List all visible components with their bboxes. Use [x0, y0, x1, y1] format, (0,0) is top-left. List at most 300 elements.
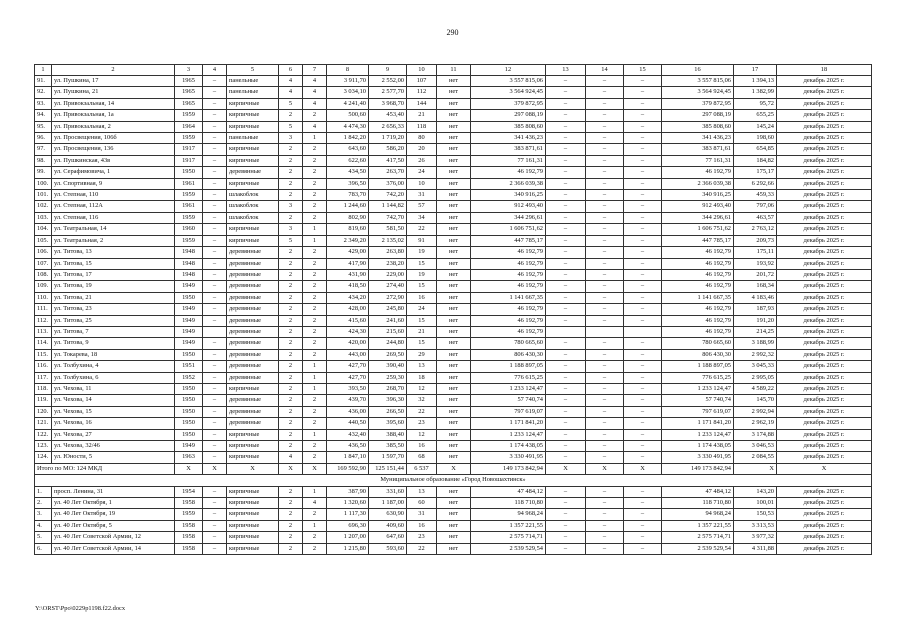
table-cell: 46 192,79: [662, 281, 734, 292]
table-cell: 696,30: [327, 520, 369, 531]
table-cell: 1959: [175, 133, 203, 144]
table-cell: –: [586, 532, 624, 543]
table-cell: ул. Пушкина, 21: [52, 87, 175, 98]
table-cell: 47 484,12: [662, 486, 734, 497]
table-cell: 1960: [175, 224, 203, 235]
table-cell: –: [546, 269, 586, 280]
table-cell: 3 977,32: [734, 532, 777, 543]
table-cell: 2: [303, 201, 327, 212]
table-cell: 2: [303, 509, 327, 520]
table-cell: 2: [279, 315, 303, 326]
table-cell: 46 192,79: [471, 315, 546, 326]
table-cell: –: [624, 98, 662, 109]
table-cell: –: [624, 281, 662, 292]
footer-path: Y:\ORST\Ppo\0229p1198.f22.docx: [35, 605, 126, 612]
table-cell: 46 192,79: [662, 304, 734, 315]
table-cell: 187,93: [734, 304, 777, 315]
table-cell: 439,70: [327, 395, 369, 406]
table-cell: 447 785,17: [662, 235, 734, 246]
table-cell: 19: [407, 247, 437, 258]
table-cell: 2 084,55: [734, 452, 777, 463]
table-cell: 46 192,79: [662, 269, 734, 280]
table-cell: нет: [437, 372, 471, 383]
table-cell: –: [203, 509, 227, 520]
table-cell: –: [624, 110, 662, 121]
table-cell: –: [586, 520, 624, 531]
table-row: [35, 532, 872, 543]
page-number: 290: [446, 28, 459, 37]
table-cell: ул. Титова, 25: [52, 315, 175, 326]
table-cell: 4 589,22: [734, 383, 777, 394]
table-cell: 4: [303, 498, 327, 509]
table-cell: 2 539 529,54: [662, 543, 734, 554]
table-cell: –: [586, 247, 624, 258]
table-cell: нет: [437, 201, 471, 212]
table-cell: –: [624, 452, 662, 463]
table-cell: 1959: [175, 110, 203, 121]
table-cell: декабрь 2025 г.: [777, 441, 872, 452]
table-cell: –: [203, 110, 227, 121]
total-cell: X: [279, 463, 303, 474]
table-cell: декабрь 2025 г.: [777, 224, 872, 235]
table-cell: –: [624, 144, 662, 155]
table-cell: 802,90: [327, 212, 369, 223]
table-cell: нет: [437, 406, 471, 417]
table-cell: нет: [437, 429, 471, 440]
table-cell: 1958: [175, 532, 203, 543]
table-cell: –: [203, 247, 227, 258]
table-cell: 2: [279, 326, 303, 337]
table-cell: –: [624, 395, 662, 406]
table-cell: 46 192,79: [662, 258, 734, 269]
section-title-row: [35, 475, 872, 486]
table-cell: нет: [437, 543, 471, 554]
table-cell: –: [624, 155, 662, 166]
table-cell: 1 719,20: [369, 133, 407, 144]
table-cell: 3 564 924,45: [662, 87, 734, 98]
table-cell: –: [546, 315, 586, 326]
table-cell: 4: [303, 98, 327, 109]
table-cell: ул. Чехова, 32/46: [52, 441, 175, 452]
total-cell: X: [624, 463, 662, 474]
table-cell: –: [203, 133, 227, 144]
table-cell: 238,20: [369, 258, 407, 269]
table-cell: 100,01: [734, 498, 777, 509]
table-cell: 5.: [35, 532, 52, 543]
table-cell: нет: [437, 235, 471, 246]
table-cell: 2: [279, 406, 303, 417]
table-row: [35, 247, 872, 258]
table-cell: кирпичные: [227, 155, 279, 166]
table-cell: декабрь 2025 г.: [777, 258, 872, 269]
table-cell: –: [203, 395, 227, 406]
table-cell: 94.: [35, 110, 52, 121]
table-cell: 118.: [35, 383, 52, 394]
table-cell: декабрь 2025 г.: [777, 498, 872, 509]
table-cell: 46 192,79: [662, 167, 734, 178]
table-cell: декабрь 2025 г.: [777, 315, 872, 326]
table-cell: деревянные: [227, 372, 279, 383]
table-cell: кирпичные: [227, 498, 279, 509]
table-cell: 1 847,10: [327, 452, 369, 463]
table-cell: 2: [303, 543, 327, 554]
table-cell: 2: [303, 395, 327, 406]
table-cell: нет: [437, 383, 471, 394]
total-cell: 149 173 842,94: [471, 463, 546, 474]
table-cell: декабрь 2025 г.: [777, 269, 872, 280]
table-cell: 47 484,12: [471, 486, 546, 497]
table-cell: 91: [407, 235, 437, 246]
table-cell: 1 357 221,55: [471, 520, 546, 531]
table-cell: 121.: [35, 418, 52, 429]
table-cell: 106.: [35, 247, 52, 258]
table-cell: 2: [303, 292, 327, 303]
table-cell: нет: [437, 395, 471, 406]
table-cell: 1949: [175, 441, 203, 452]
table-cell: декабрь 2025 г.: [777, 338, 872, 349]
table-cell: –: [624, 520, 662, 531]
table-cell: 1952: [175, 372, 203, 383]
table-cell: ул. 40 Лет Советской Армии, 14: [52, 543, 175, 554]
column-number: 14: [586, 65, 624, 76]
table-cell: 1: [303, 224, 327, 235]
table-cell: 2: [303, 452, 327, 463]
table-cell: ул. Пушкинская, 43в: [52, 155, 175, 166]
table-cell: –: [624, 167, 662, 178]
column-number: 18: [777, 65, 872, 76]
table-cell: декабрь 2025 г.: [777, 281, 872, 292]
table-cell: –: [546, 292, 586, 303]
table-cell: 2: [279, 269, 303, 280]
table-cell: 1950: [175, 429, 203, 440]
table-cell: 1959: [175, 212, 203, 223]
table-cell: 46 192,79: [471, 247, 546, 258]
header-row: [35, 65, 872, 76]
table-cell: 1959: [175, 190, 203, 201]
table-cell: декабрь 2025 г.: [777, 190, 872, 201]
table-cell: –: [546, 338, 586, 349]
table-cell: 2: [279, 520, 303, 531]
table-cell: 344 296,61: [662, 212, 734, 223]
table-cell: кирпичные: [227, 110, 279, 121]
table-cell: нет: [437, 178, 471, 189]
table-cell: 783,70: [327, 190, 369, 201]
table-cell: 2 552,00: [369, 76, 407, 87]
table-cell: –: [586, 315, 624, 326]
table-cell: 115.: [35, 349, 52, 360]
table-row: [35, 190, 872, 201]
table-cell: деревянные: [227, 361, 279, 372]
table-cell: ул. Привокзальная, 2: [52, 121, 175, 132]
table-cell: декабрь 2025 г.: [777, 406, 872, 417]
table-cell: 431,90: [327, 269, 369, 280]
table-cell: 2: [303, 532, 327, 543]
table-cell: 742,70: [369, 212, 407, 223]
table-cell: 2 763,12: [734, 224, 777, 235]
table-cell: –: [203, 361, 227, 372]
table-cell: 2: [303, 406, 327, 417]
table-cell: 1949: [175, 326, 203, 337]
table-cell: 341 436,23: [662, 133, 734, 144]
table-cell: –: [203, 383, 227, 394]
table-row: [35, 201, 872, 212]
table-cell: декабрь 2025 г.: [777, 121, 872, 132]
table-row: [35, 486, 872, 497]
table-cell: ул. Степная, 110: [52, 190, 175, 201]
column-number: 11: [437, 65, 471, 76]
table-cell: 122.: [35, 429, 52, 440]
table-cell: –: [624, 247, 662, 258]
table-cell: 436,50: [327, 441, 369, 452]
column-number: 7: [303, 65, 327, 76]
table-cell: нет: [437, 532, 471, 543]
table-cell: –: [586, 395, 624, 406]
table-cell: –: [586, 304, 624, 315]
table-cell: [546, 326, 586, 337]
column-number: 5: [227, 65, 279, 76]
table-cell: 193,92: [734, 258, 777, 269]
table-cell: нет: [437, 98, 471, 109]
table-cell: ул. Толбухина, 4: [52, 361, 175, 372]
table-cell: декабрь 2025 г.: [777, 543, 872, 554]
table-cell: 581,50: [369, 224, 407, 235]
table-cell: 268,70: [369, 383, 407, 394]
table-cell: 2: [279, 361, 303, 372]
table-cell: ул. Спортивная, 9: [52, 178, 175, 189]
table-cell: деревянные: [227, 349, 279, 360]
table-cell: 4: [303, 87, 327, 98]
table-cell: –: [546, 155, 586, 166]
table-cell: –: [624, 532, 662, 543]
table-cell: 80: [407, 133, 437, 144]
table-cell: –: [624, 372, 662, 383]
table-cell: 396,30: [369, 395, 407, 406]
table-cell: 4.: [35, 520, 52, 531]
column-number: 13: [546, 65, 586, 76]
table-cell: 1: [303, 383, 327, 394]
table-cell: –: [203, 212, 227, 223]
table-cell: 10: [407, 178, 437, 189]
table-cell: –: [624, 361, 662, 372]
table-cell: 1 394,13: [734, 76, 777, 87]
table-cell: 1958: [175, 520, 203, 531]
table-cell: ул. Юности, 5: [52, 452, 175, 463]
table-cell: нет: [437, 212, 471, 223]
table-cell: ул. Титова, 9: [52, 338, 175, 349]
table-cell: 15: [407, 315, 437, 326]
table-cell: 1 141 667,35: [662, 292, 734, 303]
table-cell: 16: [407, 441, 437, 452]
table-cell: –: [203, 178, 227, 189]
table-cell: 1917: [175, 155, 203, 166]
table-cell: 21: [407, 110, 437, 121]
table-cell: –: [203, 486, 227, 497]
table-cell: шлакоблок: [227, 190, 279, 201]
table-cell: декабрь 2025 г.: [777, 178, 872, 189]
table-row: [35, 543, 872, 554]
total-label: Итого по МО: 124 МКД: [35, 463, 175, 474]
table-row: [35, 87, 872, 98]
table-cell: 2: [279, 498, 303, 509]
table-cell: 379 872,95: [471, 98, 546, 109]
table-row: [35, 178, 872, 189]
table-cell: нет: [437, 418, 471, 429]
table-row: [35, 406, 872, 417]
table-cell: 385,50: [369, 441, 407, 452]
table-cell: 418,50: [327, 281, 369, 292]
table-cell: –: [546, 224, 586, 235]
table-cell: ул. Серафимовича, 1: [52, 167, 175, 178]
table-cell: 1950: [175, 395, 203, 406]
table-cell: деревянные: [227, 269, 279, 280]
table-cell: 1 597,70: [369, 452, 407, 463]
table-cell: 409,60: [369, 520, 407, 531]
table-cell: 46 192,79: [471, 167, 546, 178]
table-cell: –: [203, 155, 227, 166]
table-cell: 23: [407, 418, 437, 429]
table-cell: 22: [407, 224, 437, 235]
table-cell: 376,00: [369, 178, 407, 189]
table-cell: 143,20: [734, 486, 777, 497]
table-cell: 2: [303, 338, 327, 349]
table-cell: ул. 40 Лет Октября, 1: [52, 498, 175, 509]
table-cell: 1 187,00: [369, 498, 407, 509]
table-cell: 98.: [35, 155, 52, 166]
column-number: 10: [407, 65, 437, 76]
table-cell: деревянные: [227, 247, 279, 258]
table-cell: –: [546, 304, 586, 315]
table-cell: ул. 40 Лет Октября, 19: [52, 509, 175, 520]
table-cell: 1: [303, 486, 327, 497]
table-cell: кирпичные: [227, 224, 279, 235]
table-cell: ул. Толбухина, 6: [52, 372, 175, 383]
table-cell: 3 330 491,95: [471, 452, 546, 463]
table-cell: –: [203, 498, 227, 509]
table-cell: –: [624, 190, 662, 201]
table-cell: –: [203, 452, 227, 463]
table-cell: –: [624, 383, 662, 394]
table-cell: 46 192,79: [662, 315, 734, 326]
table-cell: декабрь 2025 г.: [777, 76, 872, 87]
table-cell: декабрь 2025 г.: [777, 201, 872, 212]
table-cell: 118 710,80: [471, 498, 546, 509]
total-cell: 6 537: [407, 463, 437, 474]
table-cell: –: [624, 235, 662, 246]
table-cell: нет: [437, 121, 471, 132]
table-cell: ул. Чехова, 15: [52, 406, 175, 417]
table-cell: ул. Токарева, 18: [52, 349, 175, 360]
table-cell: –: [586, 133, 624, 144]
table-cell: 3 330 491,95: [662, 452, 734, 463]
table-cell: нет: [437, 326, 471, 337]
table-cell: панельные: [227, 76, 279, 87]
table-cell: декабрь 2025 г.: [777, 144, 872, 155]
table-cell: ул. Просвещения, 136: [52, 144, 175, 155]
table-cell: 107: [407, 76, 437, 87]
table-cell: [586, 326, 624, 337]
table-cell: –: [624, 418, 662, 429]
table-cell: [203, 326, 227, 337]
table-cell: 1 117,30: [327, 509, 369, 520]
table-cell: 6.: [35, 543, 52, 554]
table-cell: нет: [437, 338, 471, 349]
table-cell: 94 968,24: [471, 509, 546, 520]
table-cell: 1 171 841,20: [471, 418, 546, 429]
table-cell: –: [586, 258, 624, 269]
table-cell: 175,17: [734, 167, 777, 178]
table-cell: 114.: [35, 338, 52, 349]
table-cell: 417,50: [369, 155, 407, 166]
table-cell: 331,60: [369, 486, 407, 497]
table-cell: 22: [407, 406, 437, 417]
table-cell: –: [624, 509, 662, 520]
table-cell: ул. Титова, 13: [52, 247, 175, 258]
table-cell: 1954: [175, 486, 203, 497]
table-cell: –: [586, 190, 624, 201]
table-cell: декабрь 2025 г.: [777, 509, 872, 520]
table-cell: 1 144,82: [369, 201, 407, 212]
table-cell: 2: [303, 349, 327, 360]
table-cell: нет: [437, 258, 471, 269]
table-cell: –: [624, 201, 662, 212]
table-cell: 654,85: [734, 144, 777, 155]
table-cell: деревянные: [227, 338, 279, 349]
table-cell: 1949: [175, 315, 203, 326]
table-cell: 1 233 124,47: [662, 429, 734, 440]
table-cell: 94 968,24: [662, 509, 734, 520]
column-number: 1: [35, 65, 52, 76]
table-cell: 463,57: [734, 212, 777, 223]
table-cell: 32: [407, 395, 437, 406]
table-cell: 4 183,46: [734, 292, 777, 303]
table-cell: 1948: [175, 247, 203, 258]
table-cell: 500,60: [327, 110, 369, 121]
table-cell: 3 046,53: [734, 441, 777, 452]
table-cell: 1950: [175, 167, 203, 178]
table-cell: 341 436,23: [471, 133, 546, 144]
table-cell: ул. 40 Лет Советской Армии, 12: [52, 532, 175, 543]
table-row: [35, 395, 872, 406]
table-row: [35, 338, 872, 349]
table-cell: 1965: [175, 76, 203, 87]
table-cell: 19: [407, 269, 437, 280]
table-cell: 263,80: [369, 247, 407, 258]
table-cell: декабрь 2025 г.: [777, 383, 872, 394]
table-cell: 2 992,32: [734, 349, 777, 360]
table-cell: декабрь 2025 г.: [777, 395, 872, 406]
total-cell: 125 151,44: [369, 463, 407, 474]
table-cell: нет: [437, 247, 471, 258]
table-cell: деревянные: [227, 167, 279, 178]
table-cell: 1 215,80: [327, 543, 369, 554]
table-cell: 16: [407, 520, 437, 531]
table-cell: ул. Титова, 7: [52, 326, 175, 337]
table-cell: 168,34: [734, 281, 777, 292]
table-cell: –: [203, 292, 227, 303]
table-cell: –: [586, 269, 624, 280]
table-cell: –: [546, 361, 586, 372]
table-cell: 113.: [35, 326, 52, 337]
table-cell: кирпичные: [227, 486, 279, 497]
table-cell: 2 366 039,38: [471, 178, 546, 189]
table-cell: 124.: [35, 452, 52, 463]
table-cell: нет: [437, 292, 471, 303]
table-cell: –: [624, 269, 662, 280]
table-cell: –: [624, 315, 662, 326]
table-cell: 118 710,80: [662, 498, 734, 509]
table-cell: –: [203, 406, 227, 417]
table-cell: декабрь 2025 г.: [777, 133, 872, 144]
